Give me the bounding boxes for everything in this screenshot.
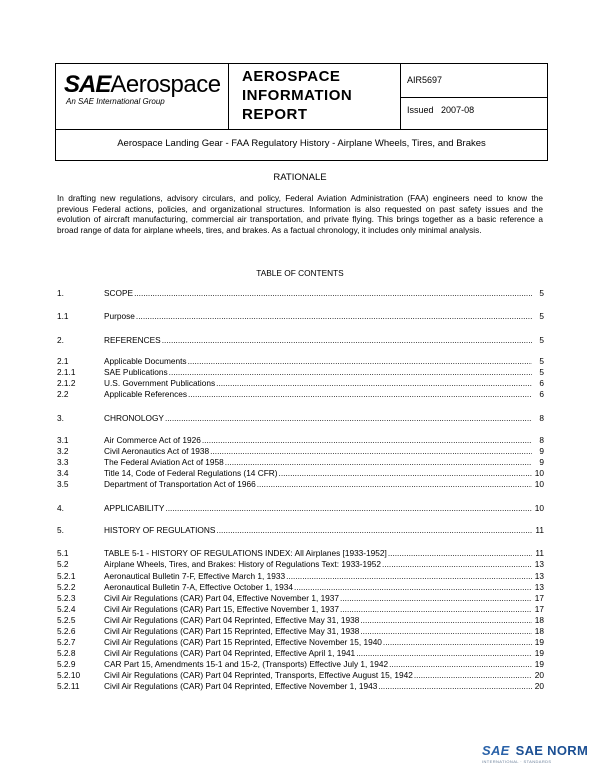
- toc-leader-dots: [382, 559, 532, 569]
- toc-entry-title: SAE Publications: [104, 367, 168, 377]
- toc-leader-dots: [257, 479, 532, 489]
- toc-entry-number: 5.2.10: [57, 670, 81, 680]
- document-title: Aerospace Landing Gear - FAA Regulatory History - Airplane Wheels, Tires, and Brakes: [55, 128, 548, 161]
- issued-value: 2007-08: [441, 105, 475, 115]
- toc-entry-page: 5: [539, 367, 544, 377]
- toc-entry-page: 9: [539, 446, 544, 456]
- sae-aerospace-logo: [64, 72, 234, 116]
- toc-entry-page: 13: [534, 582, 544, 592]
- report-type-line: AEROSPACE: [242, 68, 341, 85]
- toc-leader-dots: [216, 378, 532, 388]
- toc-entry-page: 11: [535, 548, 544, 558]
- toc-leader-dots: [360, 626, 532, 636]
- toc-entry[interactable]: [57, 479, 544, 489]
- toc-entry[interactable]: [57, 559, 544, 569]
- toc-entry-number: 5.1: [57, 548, 69, 558]
- toc-leader-dots: [165, 413, 532, 423]
- logo-brand: SAE: [64, 71, 111, 98]
- toc-entry-number: 2.: [57, 335, 64, 345]
- toc-leader-dots: [136, 311, 532, 321]
- toc-entry-page: 19: [534, 648, 544, 658]
- toc-entry[interactable]: [57, 457, 544, 467]
- toc-entry[interactable]: [57, 548, 544, 558]
- toc-entry-page: 18: [534, 626, 544, 636]
- toc-entry-title: Civil Air Regulations (CAR) Part 15 Reprinted, Effective May 31, 1938: [104, 626, 360, 636]
- toc-entry-title: SCOPE: [104, 288, 134, 298]
- rationale-text: In drafting new regulations, advisory circulars, and policy, Federal Aviation Administration (FAA) engineers need to know the previous Federal actions, policies, and organizational structures. Information is also requested on past safety issues and the evolution of aircraft manufacturing, commercial air transportation, and private flying. This brings together as a basic reference a broad range of data for airplane wheels, tires, and brakes. As a factual chronology, it includes only minimal analysis.: [57, 193, 543, 235]
- toc-entry-page: 10: [534, 479, 544, 489]
- toc-leader-dots: [225, 457, 532, 467]
- toc-entry-title: Aeronautical Bulletin 7-A, Effective October 1, 1934: [104, 582, 293, 592]
- report-type-line: REPORT: [242, 106, 308, 123]
- toc-entry[interactable]: [57, 311, 544, 321]
- toc-entry-title: REFERENCES: [104, 335, 161, 345]
- toc-entry-title: Purpose: [104, 311, 135, 321]
- logo-word: Aerospace: [110, 71, 221, 98]
- toc-leader-dots: [162, 335, 532, 345]
- footer-logo-brand: SAE: [482, 743, 510, 758]
- footer-logo-sub: INTERNATIONAL · STANDARDS: [482, 759, 552, 764]
- toc-leader-dots: [356, 648, 532, 658]
- document-header: [55, 63, 548, 130]
- toc-entry[interactable]: [57, 648, 544, 658]
- toc-entry-page: 8: [539, 435, 544, 445]
- toc-heading: TABLE OF CONTENTS: [256, 268, 344, 278]
- toc-entry-page: 20: [534, 670, 544, 680]
- toc-leader-dots: [169, 367, 532, 377]
- toc-entry-number: 3.4: [57, 468, 69, 478]
- toc-entry[interactable]: [57, 435, 544, 445]
- toc-leader-dots: [165, 503, 532, 513]
- toc-entry[interactable]: [57, 637, 544, 647]
- toc-entry[interactable]: [57, 604, 544, 614]
- toc-entry-title: Civil Aeronautics Act of 1938: [104, 446, 210, 456]
- footer-logo-word: SAE NORM: [515, 743, 589, 758]
- toc-entry-number: 3.5: [57, 479, 69, 489]
- toc-entry[interactable]: [57, 615, 544, 625]
- toc-entry-title: APPLICABILITY: [104, 503, 165, 513]
- document-number: AIR5697: [407, 75, 443, 85]
- toc-entry-number: 5.2.4: [57, 604, 76, 614]
- toc-entry-page: 5: [539, 311, 544, 321]
- toc-leader-dots: [279, 468, 532, 478]
- toc-entry-page: 5: [539, 356, 544, 366]
- toc-entry-page: 10: [534, 468, 544, 478]
- toc-entry-number: 5.2.8: [57, 648, 76, 658]
- toc-leader-dots: [216, 525, 532, 535]
- toc-entry-number: 1.1: [57, 311, 69, 321]
- toc-entry[interactable]: [57, 356, 544, 366]
- issued-date: [407, 105, 474, 115]
- toc-entry-title: Applicable References: [104, 389, 188, 399]
- toc-entry-title: Title 14, Code of Federal Regulations (14 CFR): [104, 468, 278, 478]
- toc-entry-number: 5.2.11: [57, 681, 80, 691]
- toc-entry-number: 4.: [57, 503, 64, 513]
- toc-entry-number: 5.2.9: [57, 659, 76, 669]
- toc-entry-number: 5.2: [57, 559, 69, 569]
- toc-entry-title: Air Commerce Act of 1926: [104, 435, 201, 445]
- toc-entry-number: 5.2.1: [57, 571, 76, 581]
- toc-leader-dots: [340, 604, 532, 614]
- toc-leader-dots: [210, 446, 532, 456]
- toc-entry-page: 11: [535, 525, 544, 535]
- toc-entry-title: CAR Part 15, Amendments 15-1 and 15-2, (Transports) Effective July 1, 1942: [104, 659, 389, 669]
- toc-entry-page: 19: [534, 659, 544, 669]
- toc-entry[interactable]: [57, 525, 544, 535]
- toc-entry[interactable]: [57, 446, 544, 456]
- toc-entry-number: 3.1: [57, 435, 69, 445]
- toc-leader-dots: [134, 288, 532, 298]
- toc-entry[interactable]: [57, 468, 544, 478]
- rationale-heading: RATIONALE: [273, 172, 327, 183]
- toc-entry-page: 13: [534, 559, 544, 569]
- toc-leader-dots: [414, 670, 532, 680]
- toc-entry-number: 5.2.2: [57, 582, 76, 592]
- toc-entry[interactable]: [57, 571, 544, 581]
- toc-entry-page: 5: [539, 288, 544, 298]
- toc-entry[interactable]: [57, 503, 544, 513]
- toc-entry-title: Civil Air Regulations (CAR) Part 04 Reprinted, Effective April 1, 1941: [104, 648, 356, 658]
- toc-leader-dots: [383, 637, 532, 647]
- toc-entry-page: 8: [539, 413, 544, 423]
- toc-entry-page: 6: [539, 378, 544, 388]
- toc-leader-dots: [202, 435, 532, 445]
- toc-entry[interactable]: [57, 389, 544, 399]
- toc-entry-title: U.S. Government Publications: [104, 378, 216, 388]
- toc-entry-page: 20: [534, 681, 544, 691]
- toc-entry-number: 3.2: [57, 446, 69, 456]
- toc-entry-title: CHRONOLOGY: [104, 413, 164, 423]
- toc-entry-number: 2.1.2: [57, 378, 76, 388]
- toc-entry[interactable]: [57, 681, 544, 691]
- toc-entry-title: Civil Air Regulations (CAR) Part 04 Reprinted, Transports, Effective August 15, 1942: [104, 670, 413, 680]
- toc-entry[interactable]: [57, 626, 544, 636]
- toc-entry[interactable]: [57, 670, 544, 680]
- toc-entry-title: TABLE 5-1 - HISTORY OF REGULATIONS INDEX: All Airplanes [1933-1952]: [104, 548, 387, 558]
- toc-leader-dots: [188, 389, 532, 399]
- toc-leader-dots: [360, 615, 532, 625]
- toc-entry-number: 5.2.7: [57, 637, 76, 647]
- toc-entry-number: 5.2.5: [57, 615, 76, 625]
- toc-entry[interactable]: [57, 367, 544, 377]
- toc-entry-title: Civil Air Regulations (CAR) Part 15 Reprinted, Effective November 15, 1940: [104, 637, 382, 647]
- toc-entry-title: Airplane Wheels, Tires, and Brakes: History of Regulations Text: 1933-1952: [104, 559, 382, 569]
- toc-entry-page: 10: [534, 503, 544, 513]
- toc-leader-dots: [389, 659, 532, 669]
- toc-entry-number: 5.2.3: [57, 593, 76, 603]
- toc-entry-title: HISTORY OF REGULATIONS: [104, 525, 216, 535]
- toc-entry[interactable]: [57, 335, 544, 345]
- toc-entry-page: 6: [539, 389, 544, 399]
- toc-entry[interactable]: [57, 378, 544, 388]
- toc-entry[interactable]: [57, 659, 544, 669]
- toc-entry-page: 13: [534, 571, 544, 581]
- toc-entry-title: Department of Transportation Act of 1966: [104, 479, 256, 489]
- toc-entry-title: Civil Air Regulations (CAR) Part 04, Effective November 1, 1937: [104, 593, 340, 603]
- toc-entry-title: Aeronautical Bulletin 7-F, Effective March 1, 1933: [104, 571, 286, 581]
- report-type-line: INFORMATION: [242, 87, 353, 104]
- toc-entry[interactable]: [57, 582, 544, 592]
- toc-entry[interactable]: [57, 593, 544, 603]
- toc-leader-dots: [388, 548, 532, 558]
- toc-entry[interactable]: [57, 413, 544, 423]
- toc-entry-title: Civil Air Regulations (CAR) Part 15, Effective November 1, 1937: [104, 604, 340, 614]
- report-type: [242, 67, 392, 124]
- toc-leader-dots: [340, 593, 532, 603]
- toc-entry-page: 9: [539, 457, 544, 467]
- issued-label: Issued: [407, 105, 434, 115]
- toc-entry[interactable]: [57, 288, 544, 298]
- toc-entry-number: 5.: [57, 525, 64, 535]
- toc-entry-title: Civil Air Regulations (CAR) Part 04 Reprinted, Effective November 1, 1943: [104, 681, 378, 691]
- toc-entry-number: 2.1.1: [57, 367, 76, 377]
- toc-entry-number: 1.: [57, 288, 64, 298]
- toc-entry-number: 2.1: [57, 356, 69, 366]
- toc-leader-dots: [378, 681, 532, 691]
- toc-entry-page: 17: [534, 593, 544, 603]
- toc-entry-title: Civil Air Regulations (CAR) Part 04 Reprinted, Effective May 31, 1938: [104, 615, 360, 625]
- toc-entry-title: The Federal Aviation Act of 1958: [104, 457, 224, 467]
- toc-leader-dots: [286, 571, 532, 581]
- sae-norm-logo: [482, 743, 592, 773]
- toc-leader-dots: [188, 356, 532, 366]
- toc-entry-page: 5: [539, 335, 544, 345]
- toc-entry-page: 18: [534, 615, 544, 625]
- toc-entry-title: Applicable Documents: [104, 356, 187, 366]
- toc-entry-number: 2.2: [57, 389, 69, 399]
- toc-entry-page: 19: [534, 637, 544, 647]
- toc-leader-dots: [294, 582, 532, 592]
- toc-entry-number: 3.: [57, 413, 64, 423]
- logo-tagline: An SAE International Group: [66, 97, 165, 106]
- toc-entry-page: 17: [534, 604, 544, 614]
- toc-entry-number: 5.2.6: [57, 626, 76, 636]
- toc-entry-number: 3.3: [57, 457, 69, 467]
